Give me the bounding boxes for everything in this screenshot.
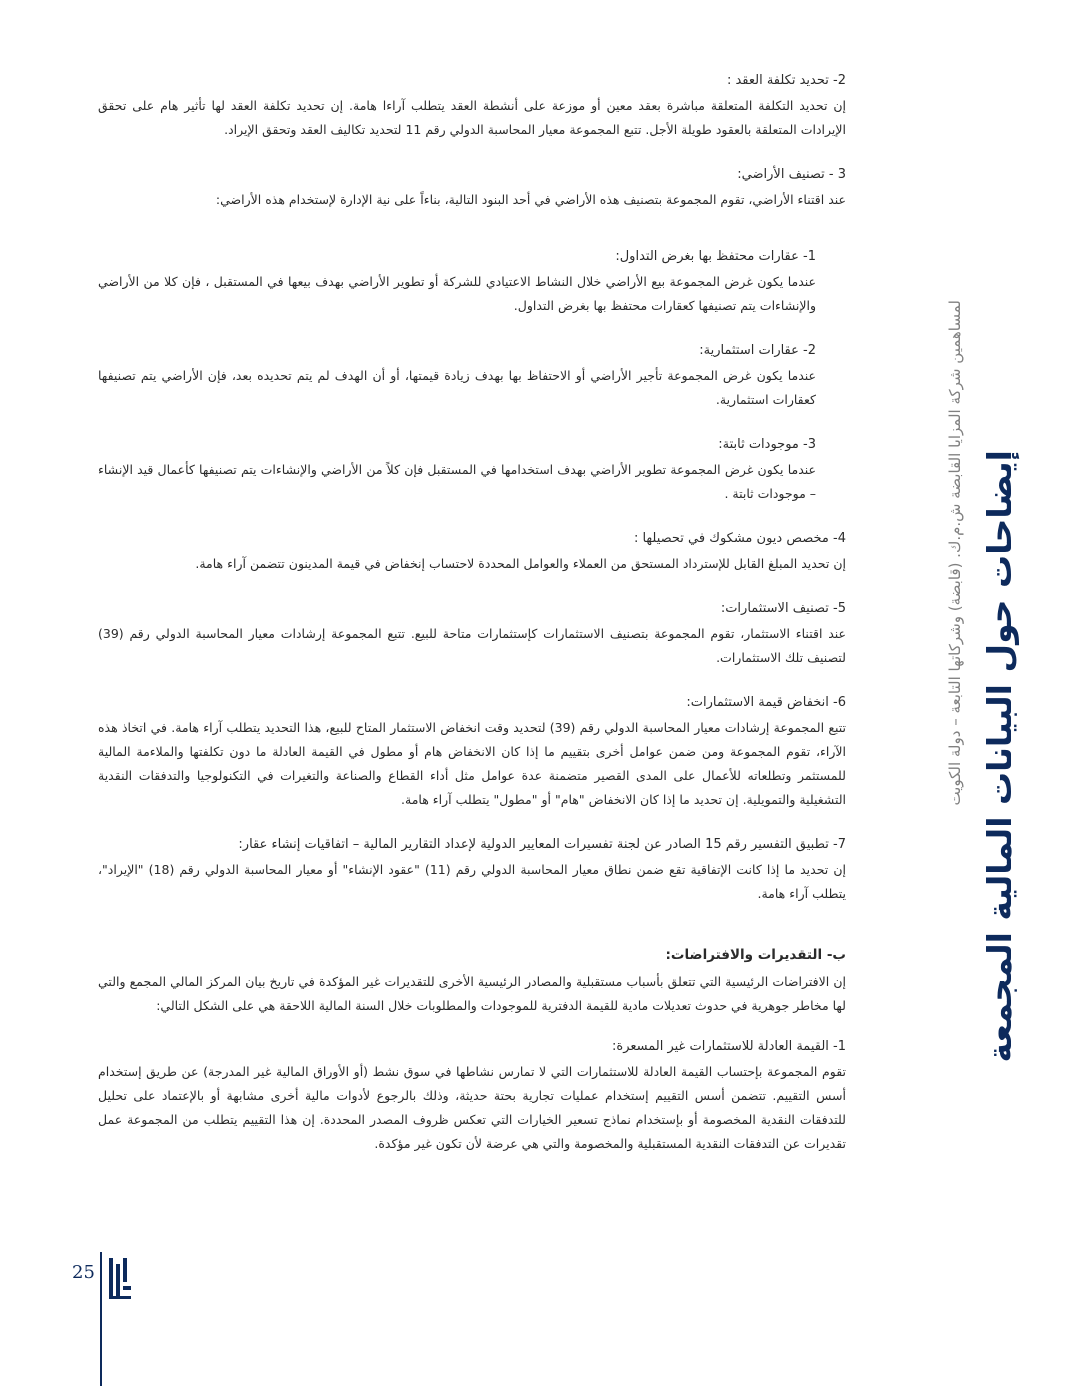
section-fixed-assets xyxy=(98,434,816,506)
section-heading: 1- عقارات محتفظ بها بغرض التداول: xyxy=(615,249,816,264)
estimates-intro: إن الافتراضات الرئيسية التي تتعلق بأسباب مستقبلية والمصادر الرئيسية الأخرى للتقديرات غير المؤكدة في تاريخ بيان المركز المالي المجمع والتي لها مخاطر جوهرية في حدوث تعديلات مادية للقيمة الدفترية للموجودات والمطلوبات خلال السنة المالية اللاحقة هي على الشكل التالي: xyxy=(98,974,846,1013)
sidebar xyxy=(940,150,1050,1063)
section-paragraph: عند اقتناء الأراضي، تقوم المجموعة بتصنيف هذه الأراضي في أحد البنود التالية، بناءاً على نية الإدارة لإستخدام هذه الأراضي: xyxy=(215,192,846,207)
section-paragraph: عندما يكون غرض المجموعة تطوير الأراضي بهدف استخدامها في المستقبل فإن كلاً من الأراضي والإنشاءات يتم تصنيفها كأعمال قيد الإنشاء – موجودات ثابتة . xyxy=(98,462,816,501)
estimates-item-heading: 1- القيمة العادلة للاستثمارات غير المسعرة: xyxy=(612,1039,846,1054)
section-ifric-15 xyxy=(98,834,846,906)
section-heading: 2- عقارات استثمارية: xyxy=(699,343,816,358)
section-paragraph: عندما يكون غرض المجموعة بيع الأراضي خلال النشاط الاعتيادي للشركة أو تطوير الأراضي بهدف بيعها في المستقبل ، فإن كلا من الأراضي والإنشاءات يتم تصنيفها كعقارات محتفظ بها بغرض التداول. xyxy=(98,274,816,313)
section-impairment xyxy=(98,692,846,812)
estimates-item-paragraph: تقوم المجموعة بإحتساب القيمة العادلة للاستثمارات التي لا تمارس نشاطها في سوق نشط (أو الأوراق المالية غير المدرجة) عن طريق إستخدام أسس التقييم. تتضمن أسس التقييم إستخدام عمليات تجارية بحتة حديثة، وذلك بالرجوع لأدوات مالية أخرى مشابهة أو بالإعتماد على تحليل للتدفقات النقدية المخصومة أو بإستخدام نماذج تسعير الخيارات التي تعكس ظروف المصدر المحددة. إن هذا التقييم يتطلب من المجموعة عمل تقديرات عن التدفقات النقدية المستقبلية والمخصومة والتي هي عرضة لأن تكون غير مؤكدة. xyxy=(98,1064,846,1151)
section-heading: 5- تصنيف الاستثمارات: xyxy=(720,601,846,616)
section-land-classification xyxy=(98,164,846,212)
section-heading: 6- انخفاض قيمة الاستثمارات: xyxy=(686,695,846,710)
section-paragraph: تتبع المجموعة إرشادات معيار المحاسبة الدولي رقم (39) لتحديد وقت انخفاض الاستثمار المتاح للبيع، هذا التحديد يتطلب آراء هامة. في اتخاذ هذه الآراء، تقوم المجموعة ومن ضمن عوامل أخرى بتقييم ما إذا كان الانخفاض هام أو مطول في القيمة العادلة ما دون تكلفتها والملاءمة المالية للمستثمر وتطلعاته للأعمال على المدى القصير متضمنة عدة عوامل مثل أداء القطاع والصناعة والتغيرات في التكنولوجيا والتدفقات النقدية التشغيلية والتمويلية. إن تحديد ما إذا كان الانخفاض "هام" أو "مطول" يتطلب آراء هامة. xyxy=(98,720,846,807)
estimates-title: ب- التقديرات والافتراضات: xyxy=(665,947,846,963)
section-paragraph: إن تحديد التكلفة المتعلقة مباشرة بعقد معين أو موزعة على أنشطة العقد يتطلب آراءا هامة. إن تحديد تكلفة العقد لها تأثير هام على تحقق الإيرادات المتعلقة بالعقود طويلة الأجل. تتبع المجموعة معيار المحاسبة الدولي رقم 11 لتحديد تكاليف العقد وتحقق الإيراد. xyxy=(98,98,846,137)
section-heading: 3 - تصنيف الأراضي: xyxy=(737,167,846,182)
page-number: 25 xyxy=(72,1262,95,1283)
section-heading: 2- تحديد تكلفة العقد : xyxy=(726,73,846,88)
section-paragraph: إن تحديد ما إذا كانت الإتفاقية تقع ضمن نطاق معيار المحاسبة الدولي رقم (11) "عقود الإنشاء" أو معيار المحاسبة الدولي رقم (18) "الإيراد"، يتطلب آراء هامة. xyxy=(98,862,847,901)
sidebar-title: إيضاحات حول البيانات المالية المجمعة xyxy=(980,450,1019,1063)
section-investment-properties xyxy=(98,340,816,412)
document-body xyxy=(98,70,846,1178)
section-paragraph: عندما يكون غرض المجموعة تأجير الأراضي أو الاحتفاظ بها بهدف زيادة قيمتها، أو أن الهدف لم يتم تحديده بعد، فإن الأراضي يتم تصنيفها كعقارات استثمارية. xyxy=(98,368,816,407)
section-investment-classification xyxy=(98,598,846,670)
section-heading: 7- تطبيق التفسير رقم 15 الصادر عن لجنة تفسيرات المعايير الدولية لإعداد التقارير المالية – اتفاقيات إنشاء عقار: xyxy=(238,837,846,852)
section-contract-cost xyxy=(98,70,846,142)
section-paragraph: إن تحديد المبلغ القابل للإسترداد المستحق من العملاء والعوامل المحددة لاحتساب إنخفاض في قيمة المدينون تتضمن آراء هامة. xyxy=(195,556,846,571)
sidebar-subtitle: لمساهمين شركة المزايا القابضة ش.م.ك. (قابضة) وشركاتها التابعة – دولة الكويت xyxy=(946,300,964,806)
footer-divider xyxy=(100,1252,102,1386)
section-trading-properties xyxy=(98,246,816,318)
section-heading: 4- مخصص ديون مشكوك في تحصيلها : xyxy=(633,531,846,546)
section-heading: 3- موجودات ثابتة: xyxy=(718,437,816,452)
section-estimates xyxy=(98,944,846,1156)
section-doubtful-debts xyxy=(98,528,846,576)
section-paragraph: عند اقتناء الاستثمار، تقوم المجموعة بتصنيف الاستثمارات كإستثمارات متاحة للبيع. تتبع المجموعة إرشادات معيار المحاسبة الدولي رقم (39) لتصنيف تلك الاستثمارات. xyxy=(98,626,846,665)
annual-report-logo xyxy=(106,1256,134,1304)
